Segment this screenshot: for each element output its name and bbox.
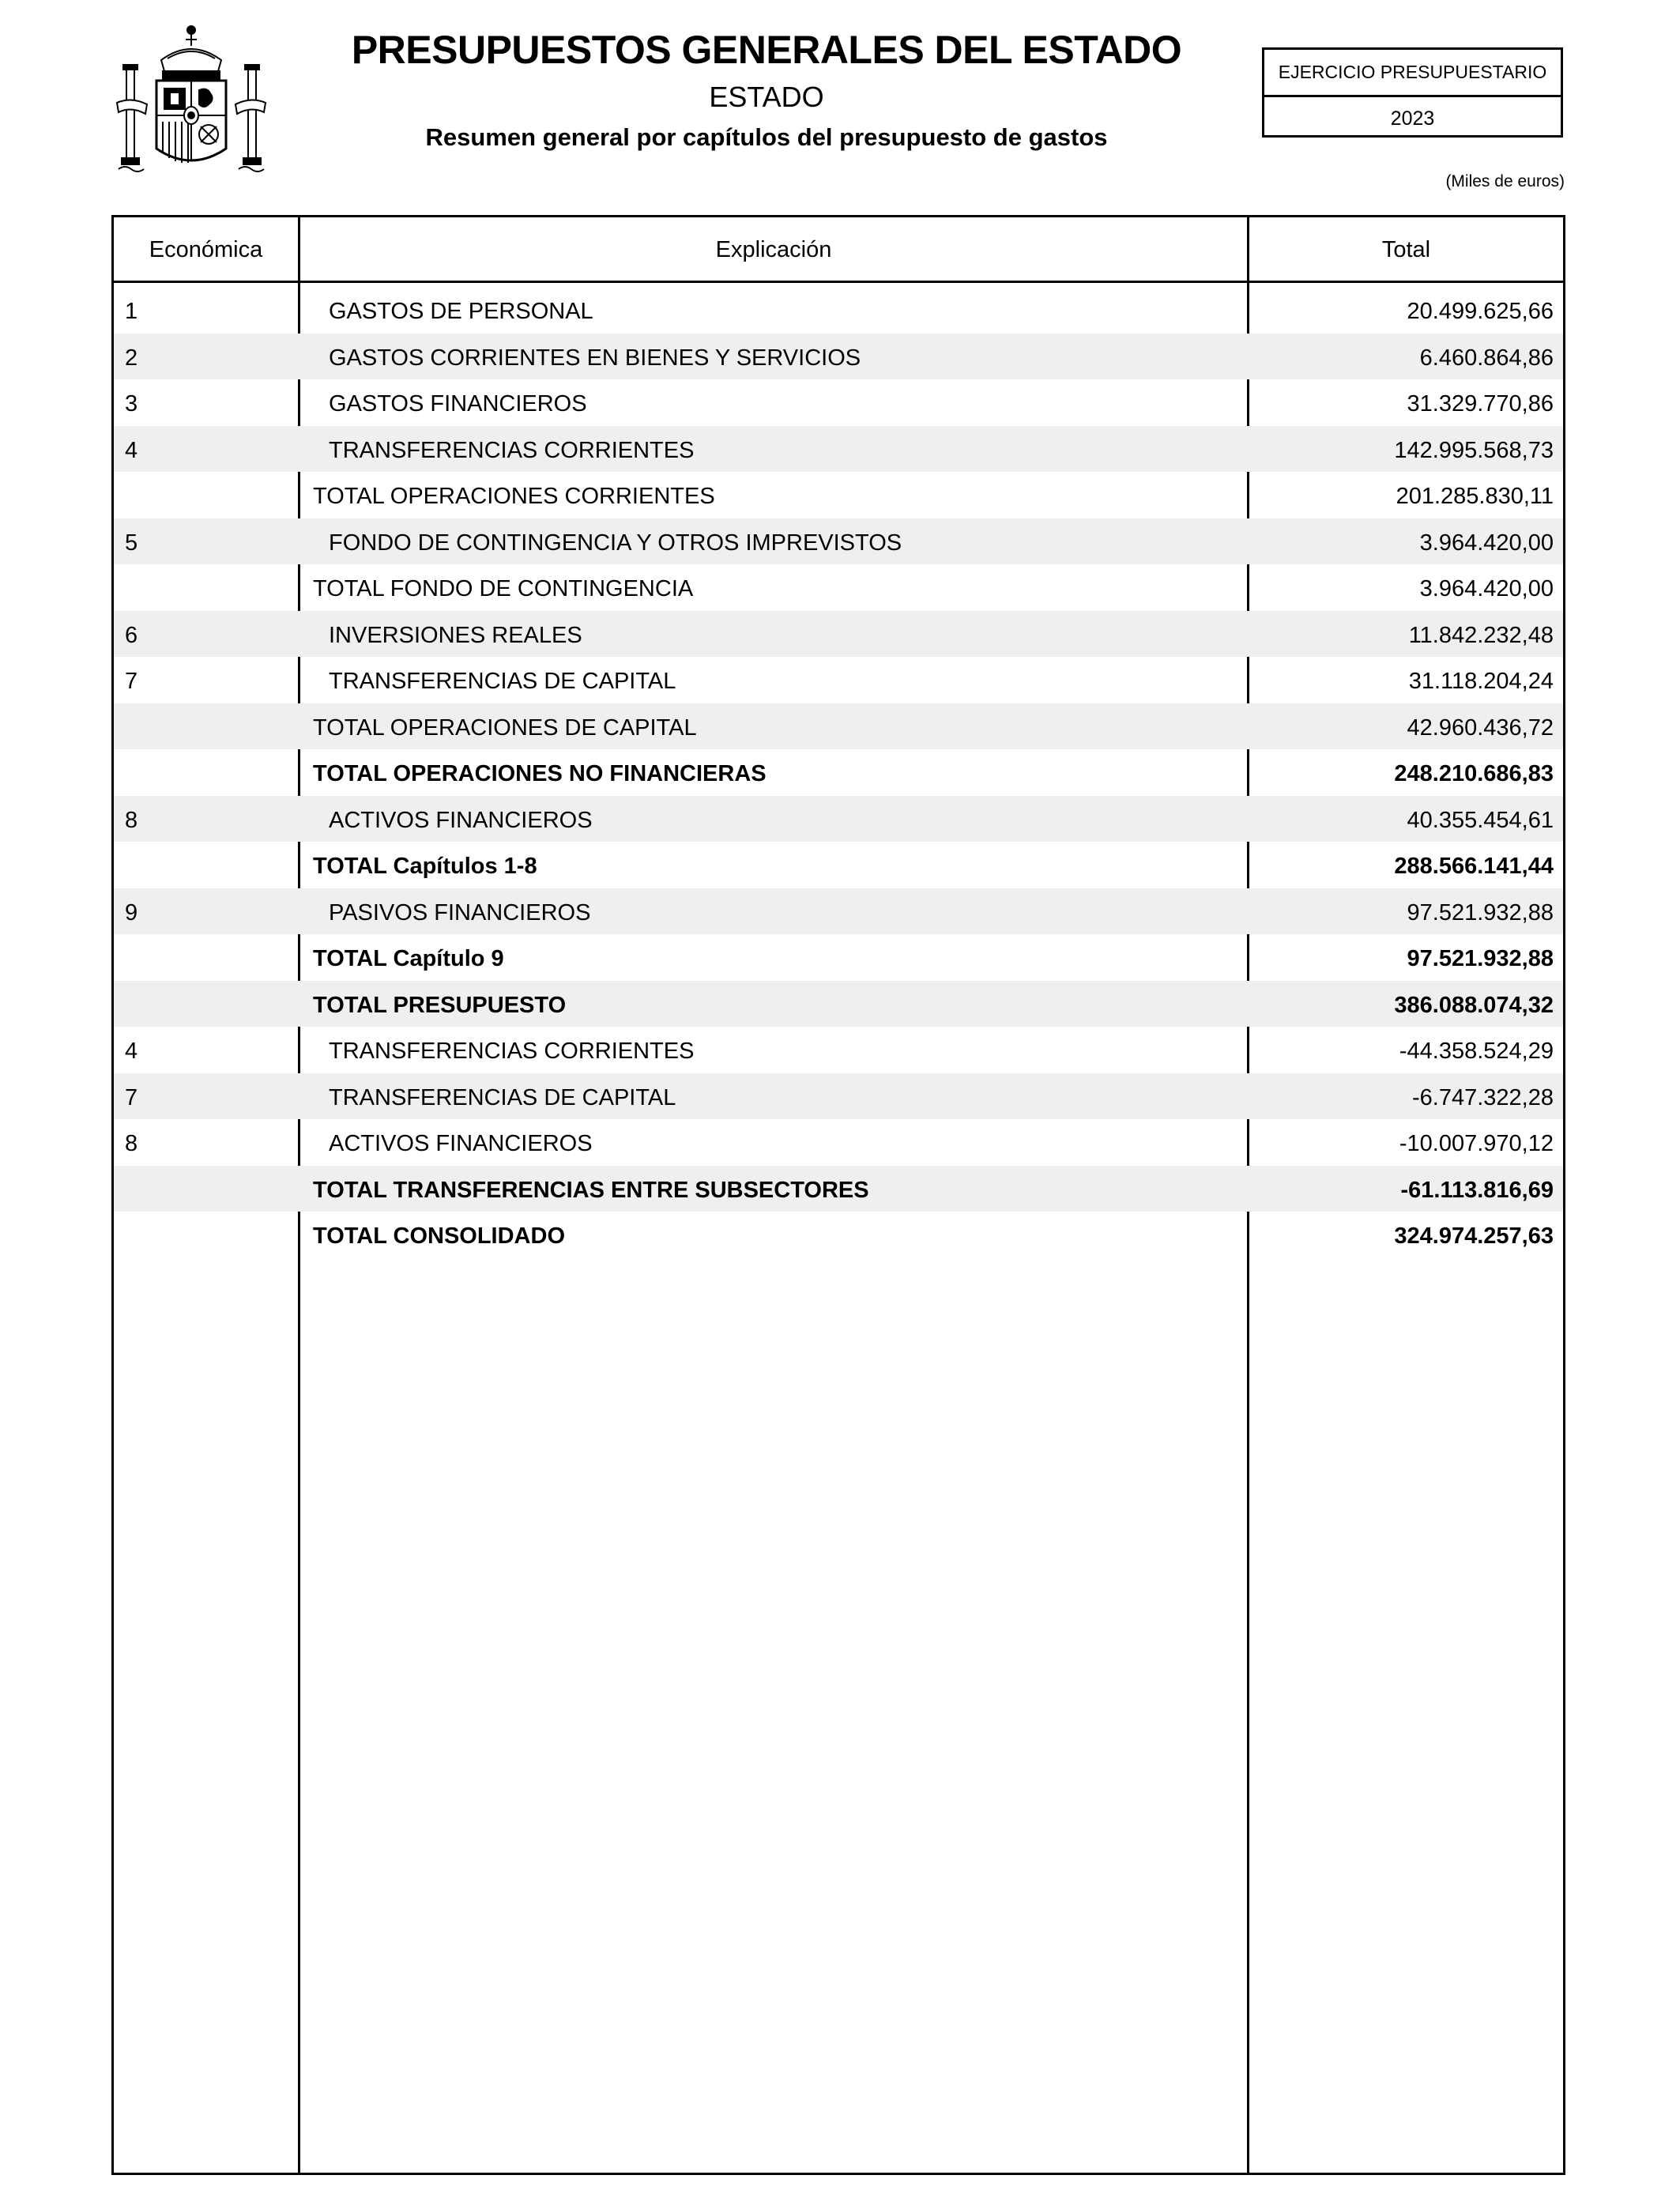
cell-total: 6.460.864,86 bbox=[1419, 345, 1554, 371]
cell-total: 201.285.830,11 bbox=[1396, 484, 1554, 509]
cell-total: -6.747.322,28 bbox=[1412, 1084, 1554, 1110]
cell-economica: 2 bbox=[125, 345, 138, 371]
document-description: Resumen general por capítulos del presupuesto de gastos bbox=[425, 123, 1108, 151]
cell-explicacion: TOTAL TRANSFERENCIAS ENTRE SUBSECTORES bbox=[313, 1177, 869, 1203]
cell-economica: 3 bbox=[125, 391, 138, 417]
cell-explicacion: TRANSFERENCIAS DE CAPITAL bbox=[329, 1084, 676, 1110]
cell-economica: 8 bbox=[125, 807, 138, 833]
cell-total: -61.113.816,69 bbox=[1400, 1177, 1554, 1203]
document-subtitle: ESTADO bbox=[709, 81, 824, 113]
cell-economica: 4 bbox=[125, 437, 138, 463]
cell-economica: 1 bbox=[125, 299, 138, 324]
budget-table bbox=[111, 215, 1565, 2175]
table-row bbox=[114, 1212, 1563, 1258]
table-row bbox=[114, 1027, 1563, 1073]
cell-explicacion: TOTAL FONDO DE CONTINGENCIA bbox=[313, 576, 694, 601]
cell-total: 42.960.436,72 bbox=[1407, 714, 1554, 741]
cell-explicacion: GASTOS FINANCIEROS bbox=[329, 391, 587, 417]
cell-explicacion: TOTAL OPERACIONES NO FINANCIERAS bbox=[313, 761, 767, 786]
cell-total: 386.088.074,32 bbox=[1394, 992, 1554, 1018]
cell-total: 142.995.568,73 bbox=[1394, 437, 1554, 463]
cell-explicacion: PASIVOS FINANCIEROS bbox=[329, 899, 591, 925]
table-row bbox=[114, 334, 1563, 380]
cell-explicacion: TOTAL OPERACIONES DE CAPITAL bbox=[313, 714, 697, 741]
table-row bbox=[114, 934, 1563, 981]
cell-total: 97.521.932,88 bbox=[1407, 946, 1554, 971]
cell-explicacion: TRANSFERENCIAS CORRIENTES bbox=[329, 1039, 695, 1064]
cell-total: -10.007.970,12 bbox=[1399, 1131, 1554, 1156]
cell-total: 40.355.454,61 bbox=[1407, 807, 1554, 833]
cell-total: 11.842.232,48 bbox=[1408, 622, 1554, 648]
coat-of-arms-logo bbox=[112, 14, 270, 174]
cell-total: 3.964.420,00 bbox=[1419, 576, 1554, 601]
table-row bbox=[114, 888, 1563, 935]
cell-economica: 7 bbox=[125, 1084, 138, 1110]
cell-explicacion: TOTAL CONSOLIDADO bbox=[313, 1223, 565, 1249]
cell-total: 324.974.257,63 bbox=[1394, 1223, 1554, 1249]
cell-economica: 9 bbox=[125, 899, 138, 925]
cell-economica: 5 bbox=[125, 530, 138, 556]
cell-total: 3.964.420,00 bbox=[1419, 530, 1554, 556]
table-body bbox=[114, 287, 1563, 1258]
cell-economica: 8 bbox=[125, 1131, 138, 1156]
table-row bbox=[114, 426, 1563, 473]
table-row bbox=[114, 703, 1563, 750]
cell-total: 97.521.932,88 bbox=[1407, 899, 1554, 925]
exercise-year: 2023 bbox=[1390, 107, 1435, 130]
column-header-total: Total bbox=[1381, 237, 1431, 262]
table-row bbox=[114, 472, 1563, 518]
table-row bbox=[114, 749, 1563, 796]
table-row bbox=[114, 611, 1563, 658]
table-row bbox=[114, 796, 1563, 843]
table-row bbox=[114, 379, 1563, 426]
cell-economica: 6 bbox=[125, 622, 138, 648]
column-header-economica: Económica bbox=[149, 237, 263, 262]
table-header bbox=[114, 217, 1563, 283]
cell-total: -44.358.524,29 bbox=[1399, 1039, 1554, 1064]
table-row bbox=[114, 1073, 1563, 1120]
cell-total: 20.499.625,66 bbox=[1407, 299, 1554, 324]
table-row bbox=[114, 842, 1563, 888]
table-row bbox=[114, 657, 1563, 703]
cell-explicacion: GASTOS CORRIENTES EN BIENES Y SERVICIOS bbox=[329, 345, 861, 371]
cell-explicacion: ACTIVOS FINANCIEROS bbox=[329, 807, 593, 833]
exercise-label: EJERCICIO PRESUPUESTARIO bbox=[1264, 50, 1561, 97]
cell-economica: 4 bbox=[125, 1039, 138, 1064]
document-title: PRESUPUESTOS GENERALES DEL ESTADO bbox=[351, 28, 1182, 72]
cell-explicacion: TOTAL Capítulo 9 bbox=[313, 946, 504, 971]
cell-explicacion: TRANSFERENCIAS DE CAPITAL bbox=[329, 669, 676, 694]
table-row bbox=[114, 564, 1563, 611]
table-row bbox=[114, 1166, 1563, 1212]
cell-total: 31.118.204,24 bbox=[1408, 669, 1554, 694]
cell-total: 248.210.686,83 bbox=[1394, 761, 1554, 786]
cell-explicacion: TOTAL Capítulos 1-8 bbox=[313, 854, 537, 879]
cell-explicacion: GASTOS DE PERSONAL bbox=[329, 299, 593, 324]
cell-explicacion: TRANSFERENCIAS CORRIENTES bbox=[329, 437, 695, 463]
table-row bbox=[114, 287, 1563, 334]
cell-explicacion: FONDO DE CONTINGENCIA Y OTROS IMPREVISTOS bbox=[329, 530, 902, 556]
table-row bbox=[114, 1119, 1563, 1166]
cell-total: 288.566.141,44 bbox=[1394, 854, 1554, 879]
units-note: (Miles de euros) bbox=[1445, 172, 1565, 190]
cell-explicacion: INVERSIONES REALES bbox=[329, 622, 582, 648]
cell-total: 31.329.770,86 bbox=[1407, 391, 1554, 417]
table-row bbox=[114, 518, 1563, 565]
cell-explicacion: TOTAL PRESUPUESTO bbox=[313, 992, 567, 1018]
cell-explicacion: TOTAL OPERACIONES CORRIENTES bbox=[313, 484, 715, 509]
exercise-box bbox=[1262, 47, 1563, 138]
cell-explicacion: ACTIVOS FINANCIEROS bbox=[329, 1131, 593, 1156]
column-header-explicacion: Explicación bbox=[715, 237, 832, 262]
table-row bbox=[114, 981, 1563, 1027]
cell-economica: 7 bbox=[125, 669, 138, 694]
